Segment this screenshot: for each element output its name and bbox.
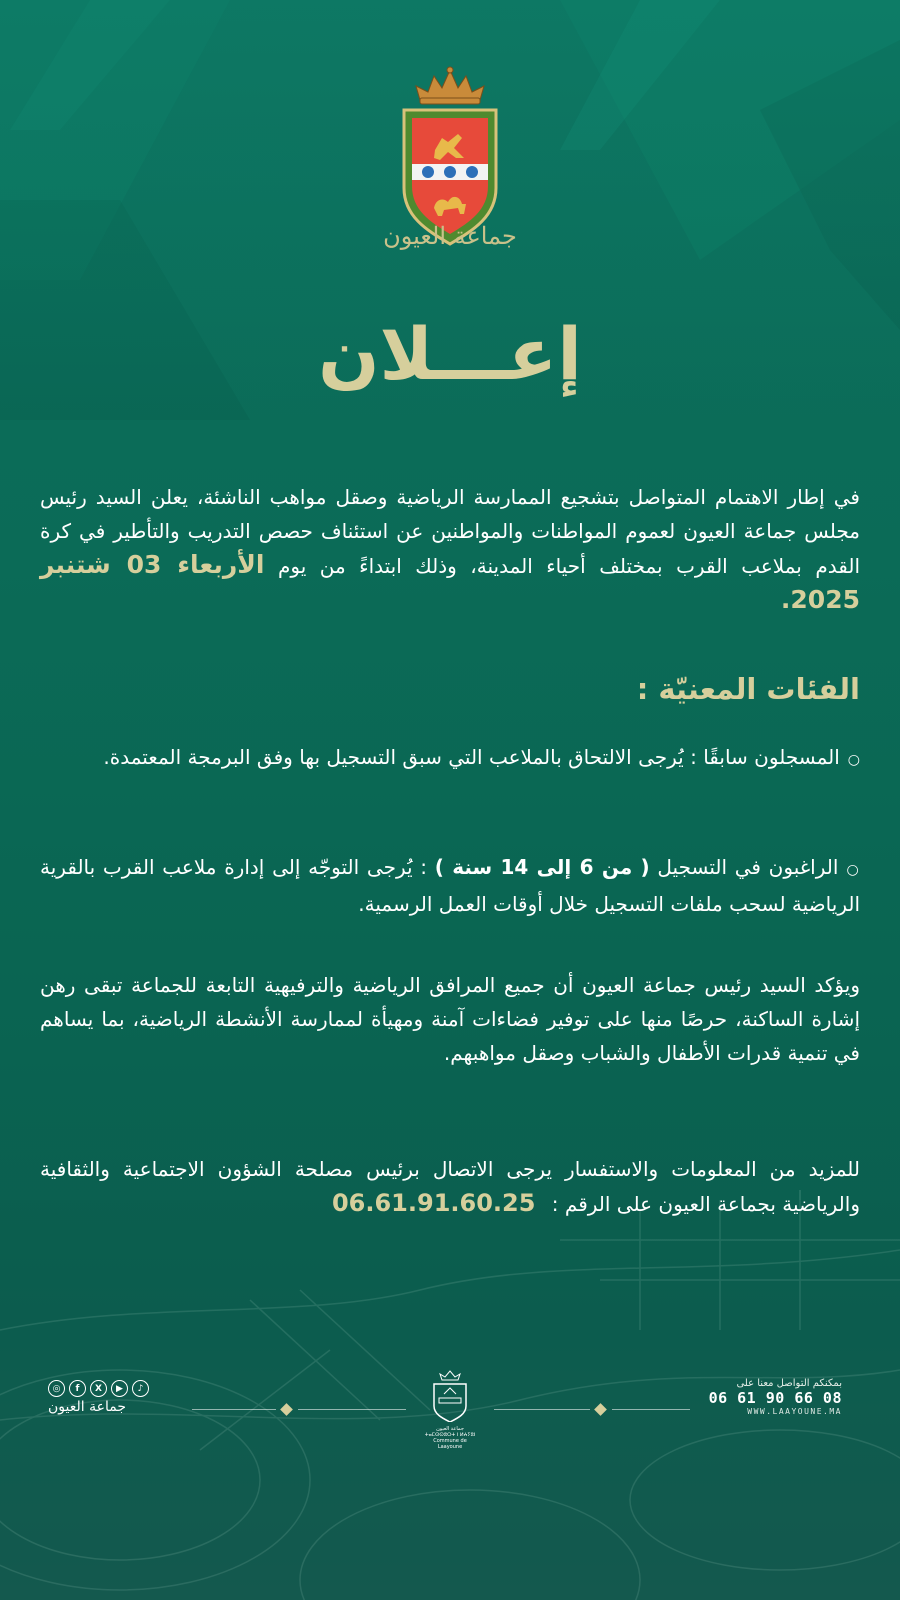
footer-phone[interactable]: 06 61 90 66 08 bbox=[708, 1389, 842, 1407]
category-label: المسجلون سابقًا : bbox=[690, 745, 840, 769]
footer-emblem-icon bbox=[424, 1370, 476, 1422]
category-text: يُرجى الالتحاق بالملاعب التي سبق التسجيل بها وفق البرمجة المعتمدة. bbox=[103, 745, 684, 769]
divider-line bbox=[192, 1409, 276, 1410]
category-text: : يُرجى التوجّه إلى إدارة ملاعب القرب بالقرية الرياضية لسحب ملفات التسجيل خلال أوقات العمل الرسمية. bbox=[40, 855, 860, 916]
divider-diamond bbox=[280, 1403, 293, 1416]
emblem-caption: جماعة العيون bbox=[383, 222, 517, 250]
social-links bbox=[48, 1380, 149, 1415]
footer-logo bbox=[424, 1370, 476, 1448]
intro-date: الأربعاء 03 شتنبر 2025. bbox=[40, 550, 860, 614]
instagram-icon[interactable]: ◎ bbox=[48, 1380, 65, 1397]
category-item-new bbox=[40, 850, 860, 921]
bullet-icon: ○ bbox=[846, 862, 861, 878]
footer bbox=[0, 1378, 900, 1450]
youtube-icon[interactable]: ▶ bbox=[111, 1380, 128, 1397]
announcement-title: إعـــلان bbox=[318, 312, 582, 396]
contact-label: بمكنكم التواصل معنا على bbox=[736, 1378, 842, 1389]
contact-text: للمزيد من المعلومات والاستفسار يرجى الاتصال برئيس مصلحة الشؤون الاجتماعية والثقافية والرياضية بجماعة العيون على الرقم : bbox=[40, 1157, 860, 1216]
footer-logo-caption-fr: Commune de Laayoune bbox=[433, 1438, 467, 1450]
category-item-previous bbox=[40, 740, 860, 777]
bullet-icon: ○ bbox=[847, 752, 860, 768]
categories-heading: الفئات المعنيّة : bbox=[636, 672, 860, 706]
footer-logo-caption-ar: جماعة العيون bbox=[436, 1426, 464, 1432]
divider-diamond bbox=[594, 1403, 607, 1416]
x-icon[interactable]: X bbox=[90, 1380, 107, 1397]
social-account-name: جماعة العيون bbox=[48, 1399, 126, 1415]
footer-logo-caption-lat: ⵜⴰⵎⵙⵙⵓⵔⵜ ⵏ ⵍⵄⵢⵓⵏ bbox=[424, 1432, 476, 1438]
age-range: ( من 6 إلى 14 سنة ) bbox=[434, 855, 650, 879]
intro-text: في إطار الاهتمام المتواصل بتشجيع الممارسة الرياضية وصقل مواهب الناشئة، يعلن السيد رئيس مجلس جماعة العيون لعموم المواطنات والمواطنين عن استئناف حصص التدريب والتأطير في كرة القدم بملاعب القرب بمختلف أحياء المدينة، وذلك ابتداءً من يوم bbox=[40, 485, 861, 578]
contact-paragraph bbox=[40, 1152, 860, 1221]
facebook-icon[interactable]: f bbox=[69, 1380, 86, 1397]
divider-line bbox=[494, 1409, 590, 1410]
category-label: الراغبون في التسجيل bbox=[657, 855, 839, 879]
footer-contact bbox=[709, 1378, 842, 1416]
intro-paragraph bbox=[40, 480, 860, 618]
tiktok-icon[interactable]: ♪ bbox=[132, 1380, 149, 1397]
facilities-paragraph: ويؤكد السيد رئيس جماعة العيون أن جميع المرافق الرياضية والترفيهية التابعة للجماعة تبقى رهن إشارة الساكنة، حرصًا منها على توفير فضاءات آمنة ومهيأة لممارسة الأنشطة الرياضية، بما يساهم في تنمية قدرات الأطفال والشباب وصقل مواهبهم. bbox=[40, 973, 860, 1065]
divider-line bbox=[612, 1409, 690, 1410]
website-link[interactable]: WWW.LAAYOUNE.MA bbox=[747, 1407, 842, 1416]
divider-line bbox=[298, 1409, 406, 1410]
contact-phone: 06.61.91.60.25 bbox=[331, 1189, 536, 1217]
